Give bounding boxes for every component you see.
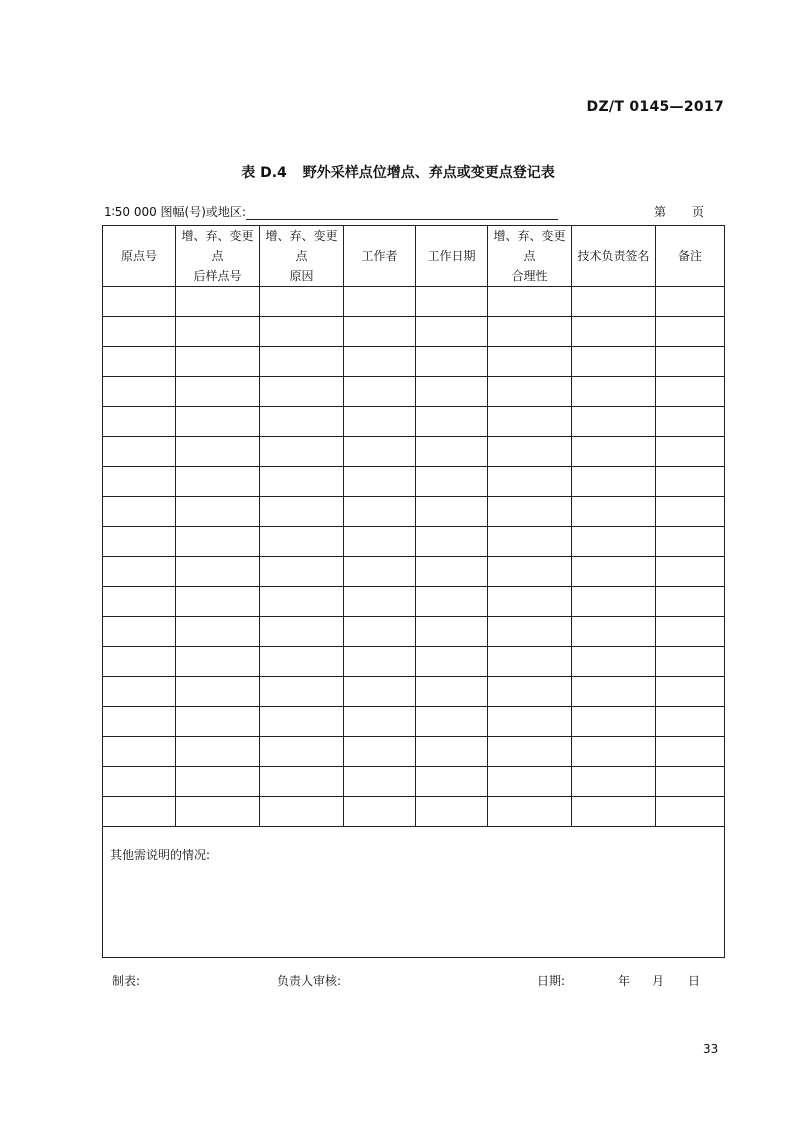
table-cell[interactable] xyxy=(416,557,488,587)
table-cell[interactable] xyxy=(344,437,416,467)
table-cell[interactable] xyxy=(416,677,488,707)
table-cell[interactable] xyxy=(488,587,572,617)
table-cell[interactable] xyxy=(416,767,488,797)
table-cell[interactable] xyxy=(572,437,656,467)
table-cell[interactable] xyxy=(656,407,725,437)
table-cell[interactable] xyxy=(344,617,416,647)
table-cell[interactable] xyxy=(656,707,725,737)
table-row xyxy=(103,437,725,467)
table-cell[interactable] xyxy=(344,797,416,827)
table-row xyxy=(103,557,725,587)
table-cell[interactable] xyxy=(488,407,572,437)
table-cell[interactable] xyxy=(260,527,344,557)
table-cell[interactable] xyxy=(176,797,260,827)
column-header-change-reason: 增、弃、变更点 原因 xyxy=(260,226,344,287)
table-cell[interactable] xyxy=(656,497,725,527)
table-cell[interactable] xyxy=(260,587,344,617)
table-cell[interactable] xyxy=(488,317,572,347)
table-cell[interactable] xyxy=(103,437,176,467)
table-cell[interactable] xyxy=(260,737,344,767)
table-cell[interactable] xyxy=(656,557,725,587)
maker-label: 制表: xyxy=(112,974,141,988)
table-cell[interactable] xyxy=(344,527,416,557)
table-cell[interactable] xyxy=(176,497,260,527)
table-cell[interactable] xyxy=(260,497,344,527)
table-cell[interactable] xyxy=(260,557,344,587)
table-row xyxy=(103,707,725,737)
header-row xyxy=(103,226,725,287)
table-cell[interactable] xyxy=(416,587,488,617)
table-cell[interactable] xyxy=(656,467,725,497)
table-cell[interactable] xyxy=(103,287,176,317)
table-name: 野外采样点位增点、弃点或变更点登记表 xyxy=(302,165,555,181)
year-label: 年 xyxy=(618,974,631,988)
table-cell[interactable] xyxy=(656,737,725,767)
table-cell[interactable] xyxy=(572,587,656,617)
table-cell[interactable] xyxy=(344,767,416,797)
table-cell[interactable] xyxy=(572,467,656,497)
table-cell[interactable] xyxy=(344,377,416,407)
table-row xyxy=(103,737,725,767)
table-cell[interactable] xyxy=(344,407,416,437)
table-cell[interactable] xyxy=(488,527,572,557)
table-cell[interactable] xyxy=(572,767,656,797)
table-cell[interactable] xyxy=(416,317,488,347)
table-row xyxy=(103,407,725,437)
map-sheet-label: 1∶50 000 图幅(号)或地区: xyxy=(104,205,246,219)
table-cell[interactable] xyxy=(572,407,656,437)
table-cell[interactable] xyxy=(656,437,725,467)
table-cell[interactable] xyxy=(176,737,260,767)
table-cell[interactable] xyxy=(344,677,416,707)
table-cell[interactable] xyxy=(488,647,572,677)
table-cell[interactable] xyxy=(103,407,176,437)
table-cell[interactable] xyxy=(416,617,488,647)
day-label: 日 xyxy=(688,974,701,988)
table-cell[interactable] xyxy=(103,497,176,527)
table-cell[interactable] xyxy=(416,467,488,497)
table-cell[interactable] xyxy=(572,737,656,767)
table-cell[interactable] xyxy=(103,737,176,767)
table-cell[interactable] xyxy=(260,617,344,647)
table-cell[interactable] xyxy=(416,707,488,737)
table-cell[interactable] xyxy=(103,647,176,677)
table-cell[interactable] xyxy=(488,797,572,827)
table-row xyxy=(103,527,725,557)
table-cell[interactable] xyxy=(656,647,725,677)
table-cell[interactable] xyxy=(260,377,344,407)
table-cell[interactable] xyxy=(260,677,344,707)
table-row xyxy=(103,497,725,527)
table-cell[interactable] xyxy=(103,317,176,347)
month-label: 月 xyxy=(652,974,665,988)
table-cell[interactable] xyxy=(260,797,344,827)
table-row xyxy=(103,677,725,707)
table-cell[interactable] xyxy=(260,317,344,347)
date-label: 日期: xyxy=(537,974,566,988)
table-cell[interactable] xyxy=(656,677,725,707)
table-cell[interactable] xyxy=(103,617,176,647)
table-cell[interactable] xyxy=(416,647,488,677)
table-cell[interactable] xyxy=(176,317,260,347)
column-header-tech-signature: 技术负责签名 xyxy=(572,226,656,287)
table-cell[interactable] xyxy=(344,647,416,677)
table-cell[interactable] xyxy=(176,587,260,617)
table-cell[interactable] xyxy=(488,677,572,707)
table-cell[interactable] xyxy=(260,287,344,317)
table-cell[interactable] xyxy=(344,557,416,587)
table-cell[interactable] xyxy=(176,347,260,377)
table-cell[interactable] xyxy=(416,347,488,377)
table-cell[interactable] xyxy=(103,797,176,827)
table-cell[interactable] xyxy=(176,617,260,647)
table-cell[interactable] xyxy=(416,287,488,317)
table-cell[interactable] xyxy=(260,767,344,797)
table-row xyxy=(103,467,725,497)
table-body xyxy=(103,287,725,827)
table-cell[interactable] xyxy=(103,347,176,377)
table-cell[interactable] xyxy=(176,527,260,557)
table-cell[interactable] xyxy=(656,797,725,827)
table-cell[interactable] xyxy=(488,707,572,737)
table-cell[interactable] xyxy=(260,647,344,677)
table-cell[interactable] xyxy=(488,467,572,497)
table-cell[interactable] xyxy=(656,617,725,647)
table-cell[interactable] xyxy=(176,707,260,737)
table-cell[interactable] xyxy=(488,437,572,467)
table-row xyxy=(103,767,725,797)
table-number: 表 D.4 xyxy=(241,165,287,181)
table-cell[interactable] xyxy=(488,617,572,647)
table-cell[interactable] xyxy=(416,797,488,827)
table-cell[interactable] xyxy=(572,287,656,317)
table-cell[interactable] xyxy=(488,767,572,797)
standard-code: DZ/T 0145—2017 xyxy=(586,99,724,115)
table-cell[interactable] xyxy=(260,347,344,377)
table-cell[interactable] xyxy=(103,527,176,557)
table-row xyxy=(103,587,725,617)
column-header-worker: 工作者 xyxy=(344,226,416,287)
table-cell[interactable] xyxy=(416,527,488,557)
table-cell[interactable] xyxy=(416,377,488,407)
table-cell[interactable] xyxy=(260,437,344,467)
table-cell[interactable] xyxy=(103,767,176,797)
table-cell[interactable] xyxy=(416,497,488,527)
table-row xyxy=(103,617,725,647)
map-sheet-blank[interactable] xyxy=(246,207,558,220)
table-row xyxy=(103,287,725,317)
table-cell[interactable] xyxy=(176,467,260,497)
table-cell[interactable] xyxy=(656,317,725,347)
table-row xyxy=(103,797,725,827)
table-row xyxy=(103,347,725,377)
table-cell[interactable] xyxy=(176,767,260,797)
column-header-new-point-number: 增、弃、变更点 后样点号 xyxy=(176,226,260,287)
table-cell[interactable] xyxy=(416,437,488,467)
table-cell[interactable] xyxy=(572,557,656,587)
page-prefix: 第 xyxy=(654,205,667,219)
reviewer-label: 负责人审核: xyxy=(277,974,342,988)
table-cell[interactable] xyxy=(488,737,572,767)
table-cell[interactable] xyxy=(344,497,416,527)
table-cell[interactable] xyxy=(344,587,416,617)
table-cell[interactable] xyxy=(488,287,572,317)
table-cell[interactable] xyxy=(656,767,725,797)
table-cell[interactable] xyxy=(176,407,260,437)
table-cell[interactable] xyxy=(488,347,572,377)
table-cell[interactable] xyxy=(656,377,725,407)
column-header-rationality: 增、弃、变更点 合理性 xyxy=(488,226,572,287)
table-cell[interactable] xyxy=(488,377,572,407)
table-cell[interactable] xyxy=(656,347,725,377)
table-cell[interactable] xyxy=(344,347,416,377)
table-cell[interactable] xyxy=(656,287,725,317)
table-cell[interactable] xyxy=(572,677,656,707)
table-cell[interactable] xyxy=(572,377,656,407)
table-cell[interactable] xyxy=(176,287,260,317)
table-cell[interactable] xyxy=(572,707,656,737)
table-cell[interactable] xyxy=(656,587,725,617)
table-cell[interactable] xyxy=(176,377,260,407)
table-cell[interactable] xyxy=(572,797,656,827)
table-cell[interactable] xyxy=(344,287,416,317)
table-cell[interactable] xyxy=(416,407,488,437)
table-cell[interactable] xyxy=(103,677,176,707)
sheet-page-number xyxy=(654,203,704,220)
registration-table xyxy=(102,225,725,958)
table-cell[interactable] xyxy=(103,377,176,407)
page-number: 33 xyxy=(703,1042,719,1056)
table-cell[interactable] xyxy=(344,317,416,347)
table-cell[interactable] xyxy=(260,467,344,497)
page-suffix: 页 xyxy=(692,205,705,219)
table-cell[interactable] xyxy=(260,707,344,737)
table-cell[interactable] xyxy=(176,647,260,677)
table-cell[interactable] xyxy=(103,707,176,737)
table-cell[interactable] xyxy=(572,527,656,557)
column-header-work-date: 工作日期 xyxy=(416,226,488,287)
notes-row xyxy=(103,827,725,958)
table-cell[interactable] xyxy=(572,347,656,377)
table-cell[interactable] xyxy=(103,587,176,617)
table-cell[interactable] xyxy=(176,677,260,707)
notes-label: 其他需说明的情况: xyxy=(110,848,211,862)
column-header-original-point: 原点号 xyxy=(103,226,176,287)
table-row xyxy=(103,377,725,407)
table-cell[interactable] xyxy=(488,497,572,527)
table-cell[interactable] xyxy=(103,467,176,497)
table-cell[interactable] xyxy=(656,527,725,557)
table-cell[interactable] xyxy=(260,407,344,437)
table-cell[interactable] xyxy=(176,557,260,587)
table-cell[interactable] xyxy=(488,557,572,587)
table-cell[interactable] xyxy=(103,557,176,587)
table-cell[interactable] xyxy=(572,617,656,647)
table-cell[interactable] xyxy=(344,707,416,737)
table-cell[interactable] xyxy=(572,497,656,527)
table-cell[interactable] xyxy=(416,737,488,767)
table-cell[interactable] xyxy=(344,467,416,497)
table-cell[interactable] xyxy=(572,647,656,677)
table-row xyxy=(103,317,725,347)
table-cell[interactable] xyxy=(572,317,656,347)
table-row xyxy=(103,647,725,677)
table-cell[interactable] xyxy=(344,737,416,767)
table-title xyxy=(0,162,796,182)
notes-cell[interactable] xyxy=(103,827,725,958)
column-header-remarks: 备注 xyxy=(656,226,725,287)
map-sheet-line xyxy=(104,203,558,220)
table-cell[interactable] xyxy=(176,437,260,467)
